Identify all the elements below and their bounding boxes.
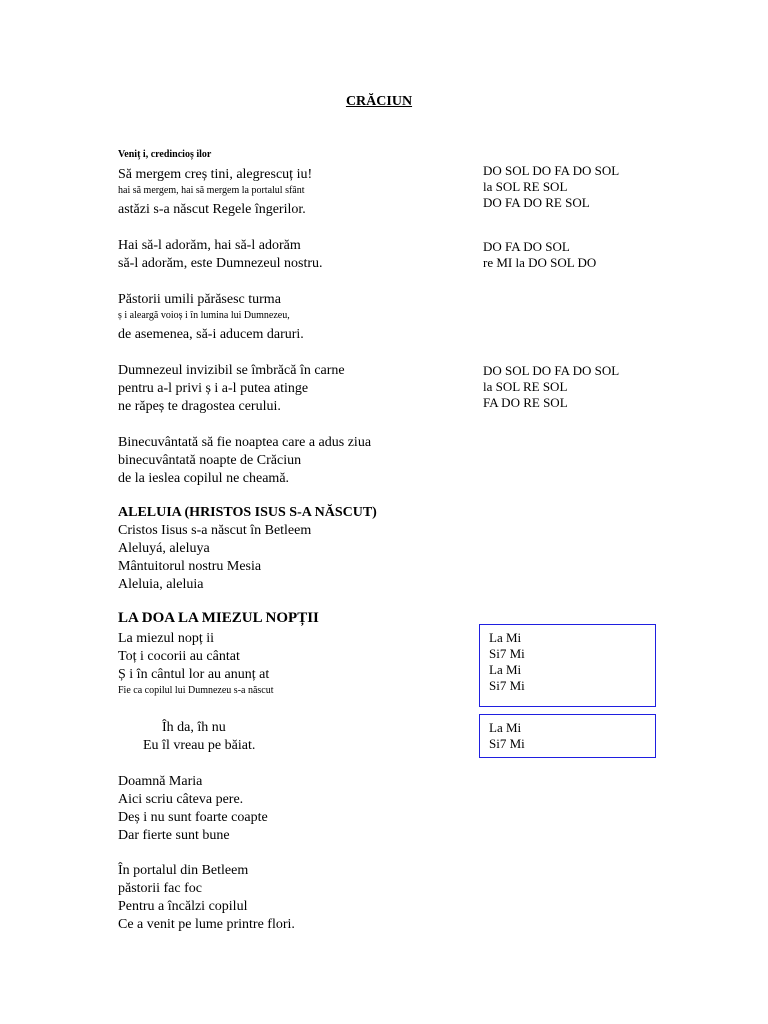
- lyric-line: Ce a venit pe lume printre flori.: [118, 917, 295, 932]
- lyric-line: binecuvântată noapte de Crăciun: [118, 453, 302, 468]
- lyric-line: hai să mergem, hai să mergem la portalul sfânt: [118, 185, 305, 196]
- lyric-line: să-l adorăm, este Dumnezeul nostru.: [118, 256, 323, 271]
- lyric-line: Binecuvântată să fie noaptea care a adus ziua: [118, 435, 372, 450]
- chord-line: FA DO RE SOL: [483, 395, 568, 410]
- lyric-line: La miezul nopț ii: [118, 631, 215, 646]
- lyric-line: Hai să-l adorăm, hai să-l adorăm: [118, 238, 301, 253]
- lyric-line: Păstorii umili părăsesc turma: [118, 292, 281, 307]
- lyric-line: ș i aleargă voioș i în lumina lui Dumnezeu,: [118, 310, 290, 321]
- chord-line: DO FA DO RE SOL: [483, 195, 590, 210]
- song3-verse1: [118, 630, 274, 697]
- chords-verse3: [483, 363, 619, 411]
- lyric-line: astăzi s-a născut Regele îngerilor.: [118, 202, 306, 217]
- song1-verse3: [118, 362, 345, 416]
- chord-line: DO SOL DO FA DO SOL: [483, 363, 620, 378]
- chord-line: la SOL RE SOL: [483, 379, 568, 394]
- lyric-line: Doamnă Maria: [118, 774, 203, 789]
- lyric-line: În portalul din Betleem: [118, 863, 249, 878]
- chord-line: DO SOL DO FA DO SOL: [483, 163, 620, 178]
- lyric-line: Cristos Iisus s-a născut în Betleem: [118, 523, 312, 538]
- lyric-line: Ș i în cântul lor au anunț at: [118, 667, 270, 682]
- chord-line: la SOL RE SOL: [483, 179, 568, 194]
- lyric-line: Mântuitorul nostru Mesia: [118, 559, 262, 574]
- song3-heading-block: [118, 609, 319, 627]
- lyric-line: Fie ca copilul lui Dumnezeu s-a născut: [118, 685, 274, 696]
- chord-line: Si7 Mi: [489, 646, 525, 661]
- lyric-line: Dumnezeul invizibil se îmbrăcă în carne: [118, 363, 345, 378]
- chord-line: La Mi: [489, 662, 522, 677]
- lyric-line: pentru a-l privi ș i a-l putea atinge: [118, 381, 309, 396]
- lyric-line: Aleluia, aleluia: [118, 577, 204, 592]
- lyric-line: păstorii fac foc: [118, 881, 202, 896]
- lyric-line: ne răpeș te dragostea cerului.: [118, 399, 281, 414]
- song3-heading: LA DOA LA MIEZUL NOPȚII: [118, 610, 319, 626]
- song3-verse3: [118, 862, 295, 934]
- lyric-line: Pentru a încălzi copilul: [118, 899, 248, 914]
- song3-verse2: [118, 773, 268, 845]
- chord-line: Si7 Mi: [489, 678, 525, 693]
- lyric-line: Dar fierte sunt bune: [118, 828, 230, 843]
- song1-verse2: [118, 291, 304, 344]
- chord-line: Si7 Mi: [489, 736, 525, 751]
- lyric-line: Eu îl vreau pe băiat.: [143, 738, 256, 753]
- chord-line: re MI la DO SOL DO: [483, 255, 597, 270]
- song3-refrain: [118, 719, 255, 755]
- song1-chorus: [118, 237, 323, 273]
- lyric-line: Toț i cocorii au cântat: [118, 649, 240, 664]
- song1-verse1: [118, 166, 312, 219]
- song1-heading: Veniț i, credincioș ilor: [118, 149, 212, 160]
- lyric-line: Aleluyá, aleluya: [118, 541, 210, 556]
- lyric-line: Să mergem creș tini, alegrescuț iu!: [118, 167, 313, 182]
- chord-line: La Mi: [489, 630, 522, 645]
- song1-verse4: [118, 434, 371, 488]
- lyric-line: Deș i nu sunt foarte coapte: [118, 810, 268, 825]
- chord-line: La Mi: [489, 720, 522, 735]
- chord-box-refrain: [479, 714, 656, 758]
- lyric-line: Aici scriu câteva pere.: [118, 792, 244, 807]
- lyric-line: de la ieslea copilul ne cheamă.: [118, 471, 290, 486]
- chord-box-verse: [479, 624, 656, 707]
- song2: [118, 504, 377, 594]
- song2-heading: ALELUIA (HRISTOS ISUS S-A NĂSCUT): [118, 505, 377, 520]
- lyric-line: de asemenea, să-i aducem daruri.: [118, 327, 304, 342]
- page-title: CRĂCIUN: [345, 94, 413, 109]
- chords-chorus: [483, 239, 596, 271]
- chords-verse1: [483, 163, 619, 211]
- lyric-line: Îh da, îh nu: [162, 720, 226, 735]
- chord-line: DO FA DO SOL: [483, 239, 570, 254]
